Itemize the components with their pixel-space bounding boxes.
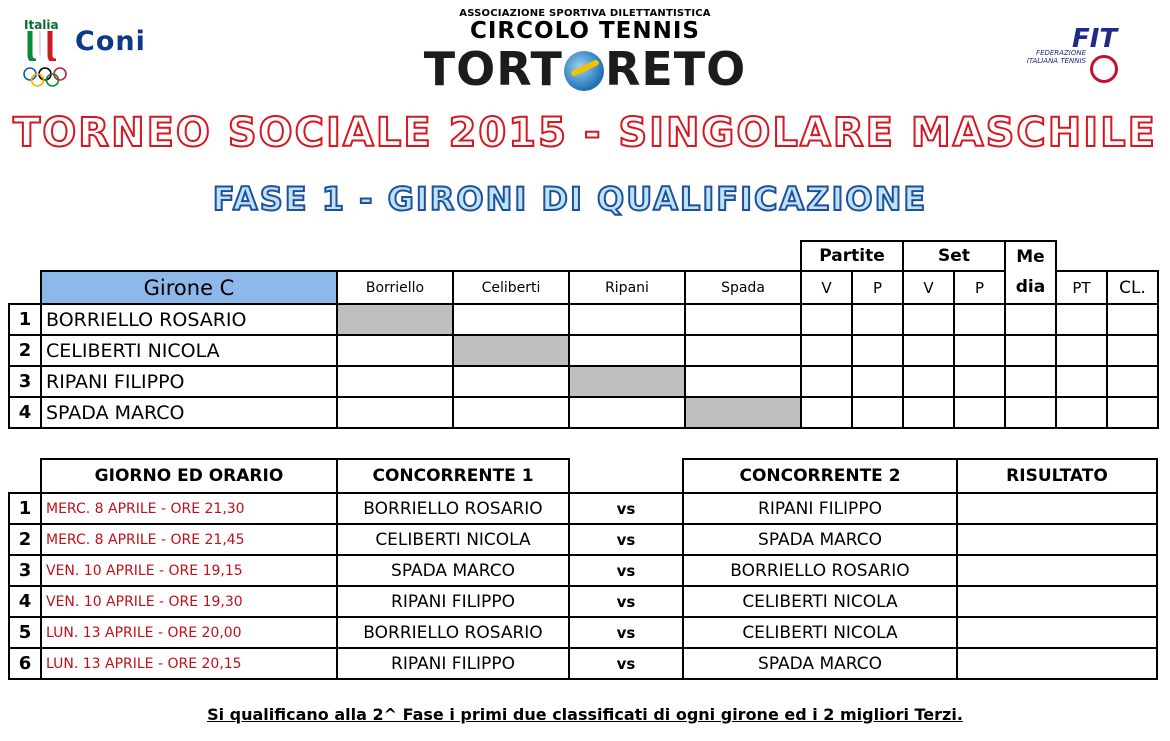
col-opponent: Borriello <box>337 271 453 304</box>
stat-cell[interactable] <box>852 304 903 335</box>
match-date: MERC. 8 APRILE - ORE 21,30 <box>41 493 337 524</box>
match-vs: vs <box>569 617 683 648</box>
match-vs: vs <box>569 648 683 679</box>
player-name: SPADA MARCO <box>41 397 337 428</box>
stat-cell[interactable] <box>954 397 1005 428</box>
header-giorno: GIORNO ED ORARIO <box>41 459 337 493</box>
blank-cell <box>569 459 683 493</box>
table-row <box>9 335 1158 366</box>
standings-table <box>8 240 1159 429</box>
table-row <box>9 304 1158 335</box>
club-name-right: RETO <box>604 42 747 96</box>
match-player-1: CELIBERTI NICOLA <box>337 524 569 555</box>
club-name-left: TORT <box>423 42 563 96</box>
club-name <box>420 43 750 95</box>
match-player-1: RIPANI FILIPPO <box>337 648 569 679</box>
stat-cell[interactable] <box>1107 335 1158 366</box>
page-title: TORNEO SOCIALE 2015 - SINGOLARE MASCHILE <box>13 110 1157 156</box>
player-number: 3 <box>9 366 41 397</box>
col-opponent: Spada <box>685 271 801 304</box>
score-cell[interactable] <box>453 304 569 335</box>
col-cl: CL. <box>1107 271 1158 304</box>
blank-cell <box>1056 241 1158 271</box>
match-result[interactable] <box>957 617 1157 648</box>
match-player-2: CELIBERTI NICOLA <box>683 586 957 617</box>
col-set-v: V <box>903 271 954 304</box>
match-result[interactable] <box>957 524 1157 555</box>
table-row <box>9 586 1157 617</box>
match-number: 1 <box>9 493 41 524</box>
col-partite-v: V <box>801 271 852 304</box>
player-number: 2 <box>9 335 41 366</box>
stat-cell[interactable] <box>1005 335 1056 366</box>
score-cell[interactable] <box>337 397 453 428</box>
stat-cell[interactable] <box>954 335 1005 366</box>
col-pt: PT <box>1056 271 1107 304</box>
stat-cell[interactable] <box>903 397 954 428</box>
player-name: CELIBERTI NICOLA <box>41 335 337 366</box>
coni-word: Coni <box>75 26 146 57</box>
stat-cell[interactable] <box>1056 304 1107 335</box>
stat-cell[interactable] <box>801 397 852 428</box>
match-result[interactable] <box>957 586 1157 617</box>
score-cell[interactable] <box>337 335 453 366</box>
match-player-1: BORRIELLO ROSARIO <box>337 493 569 524</box>
table-row <box>9 555 1157 586</box>
header-partite: Partite <box>801 241 903 271</box>
stat-cell[interactable] <box>852 397 903 428</box>
stat-cell[interactable] <box>1056 397 1107 428</box>
match-result[interactable] <box>957 555 1157 586</box>
player-number: 1 <box>9 304 41 335</box>
diagonal-cell <box>337 304 453 335</box>
header-media-top: Me <box>1005 241 1056 271</box>
table-row <box>9 366 1158 397</box>
coni-italia-text: Italia <box>24 18 59 32</box>
table-row <box>9 617 1157 648</box>
match-vs: vs <box>569 586 683 617</box>
blank-cell <box>9 241 801 271</box>
stat-cell[interactable] <box>1107 397 1158 428</box>
player-name: BORRIELLO ROSARIO <box>41 304 337 335</box>
header-risultato: RISULTATO <box>957 459 1157 493</box>
stat-cell[interactable] <box>1005 397 1056 428</box>
stat-cell[interactable] <box>801 335 852 366</box>
club-circolo: CIRCOLO TENNIS <box>470 18 700 44</box>
stat-cell[interactable] <box>903 366 954 397</box>
club-logo <box>420 8 750 108</box>
diagonal-cell <box>569 366 685 397</box>
matches-table <box>8 458 1158 680</box>
olympic-rings-icon <box>22 66 68 88</box>
match-result[interactable] <box>957 493 1157 524</box>
match-number: 5 <box>9 617 41 648</box>
tennis-ball-icon <box>564 51 604 91</box>
match-result[interactable] <box>957 648 1157 679</box>
score-cell[interactable] <box>685 304 801 335</box>
stat-cell[interactable] <box>1107 304 1158 335</box>
match-player-1: BORRIELLO ROSARIO <box>337 617 569 648</box>
match-player-1: SPADA MARCO <box>337 555 569 586</box>
table-row <box>9 648 1157 679</box>
col-opponent: Ripani <box>569 271 685 304</box>
coni-logo <box>20 18 160 98</box>
stat-cell[interactable] <box>903 335 954 366</box>
table-row <box>9 397 1158 428</box>
player-number: 4 <box>9 397 41 428</box>
blank-cell <box>9 459 41 493</box>
match-number: 3 <box>9 555 41 586</box>
fit-logo <box>1010 22 1140 102</box>
match-vs: vs <box>569 524 683 555</box>
diagonal-cell <box>453 335 569 366</box>
match-player-1: RIPANI FILIPPO <box>337 586 569 617</box>
col-partite-p: P <box>852 271 903 304</box>
score-cell[interactable] <box>569 335 685 366</box>
stat-cell[interactable] <box>1107 366 1158 397</box>
match-number: 6 <box>9 648 41 679</box>
stat-cell[interactable] <box>852 335 903 366</box>
score-cell[interactable] <box>685 366 801 397</box>
score-cell[interactable] <box>685 335 801 366</box>
score-cell[interactable] <box>453 366 569 397</box>
fit-federazione: FEDERAZIONE ITALIANA TENNIS <box>1026 49 1086 65</box>
table-row <box>9 524 1157 555</box>
italian-flag-icon <box>26 31 66 61</box>
match-vs: vs <box>569 555 683 586</box>
stat-cell[interactable] <box>954 366 1005 397</box>
stat-cell[interactable] <box>954 304 1005 335</box>
stat-cell[interactable] <box>801 366 852 397</box>
player-name: RIPANI FILIPPO <box>41 366 337 397</box>
girone-label: Girone C <box>41 271 337 304</box>
match-number: 2 <box>9 524 41 555</box>
score-cell[interactable] <box>569 397 685 428</box>
stat-cell[interactable] <box>1056 335 1107 366</box>
stat-cell[interactable] <box>801 304 852 335</box>
header-media-bottom: dia <box>1005 271 1056 304</box>
match-player-2: SPADA MARCO <box>683 648 957 679</box>
stat-cell[interactable] <box>903 304 954 335</box>
header-concorrente-2: CONCORRENTE 2 <box>683 459 957 493</box>
score-cell[interactable] <box>453 397 569 428</box>
match-date: LUN. 13 APRILE - ORE 20,15 <box>41 648 337 679</box>
match-vs: vs <box>569 493 683 524</box>
match-player-2: BORRIELLO ROSARIO <box>683 555 957 586</box>
score-cell[interactable] <box>569 304 685 335</box>
header-concorrente-1: CONCORRENTE 1 <box>337 459 569 493</box>
match-number: 4 <box>9 586 41 617</box>
club-association: ASSOCIAZIONE SPORTIVA DILETTANTISTICA <box>459 8 711 19</box>
match-player-2: RIPANI FILIPPO <box>683 493 957 524</box>
match-date: MERC. 8 APRILE - ORE 21,45 <box>41 524 337 555</box>
page-subtitle: FASE 1 - GIRONI DI QUALIFICAZIONE <box>212 180 928 218</box>
match-player-2: CELIBERTI NICOLA <box>683 617 957 648</box>
qualification-note: Si qualificano alla 2^ Fase i primi due classificati di ogni girone ed i 2 migliori Terzi. <box>207 705 963 724</box>
col-opponent: Celiberti <box>453 271 569 304</box>
match-date: LUN. 13 APRILE - ORE 20,00 <box>41 617 337 648</box>
stat-cell[interactable] <box>1005 366 1056 397</box>
match-date: VEN. 10 APRILE - ORE 19,30 <box>41 586 337 617</box>
score-cell[interactable] <box>337 366 453 397</box>
blank-cell <box>9 271 41 304</box>
stat-cell[interactable] <box>1005 304 1056 335</box>
stat-cell[interactable] <box>1056 366 1107 397</box>
match-player-2: SPADA MARCO <box>683 524 957 555</box>
header-set: Set <box>903 241 1005 271</box>
stat-cell[interactable] <box>852 366 903 397</box>
table-row <box>9 493 1157 524</box>
fit-word: FIT <box>1072 24 1118 54</box>
fit-ball-icon <box>1090 55 1118 83</box>
col-set-p: P <box>954 271 1005 304</box>
diagonal-cell <box>685 397 801 428</box>
match-date: VEN. 10 APRILE - ORE 19,15 <box>41 555 337 586</box>
